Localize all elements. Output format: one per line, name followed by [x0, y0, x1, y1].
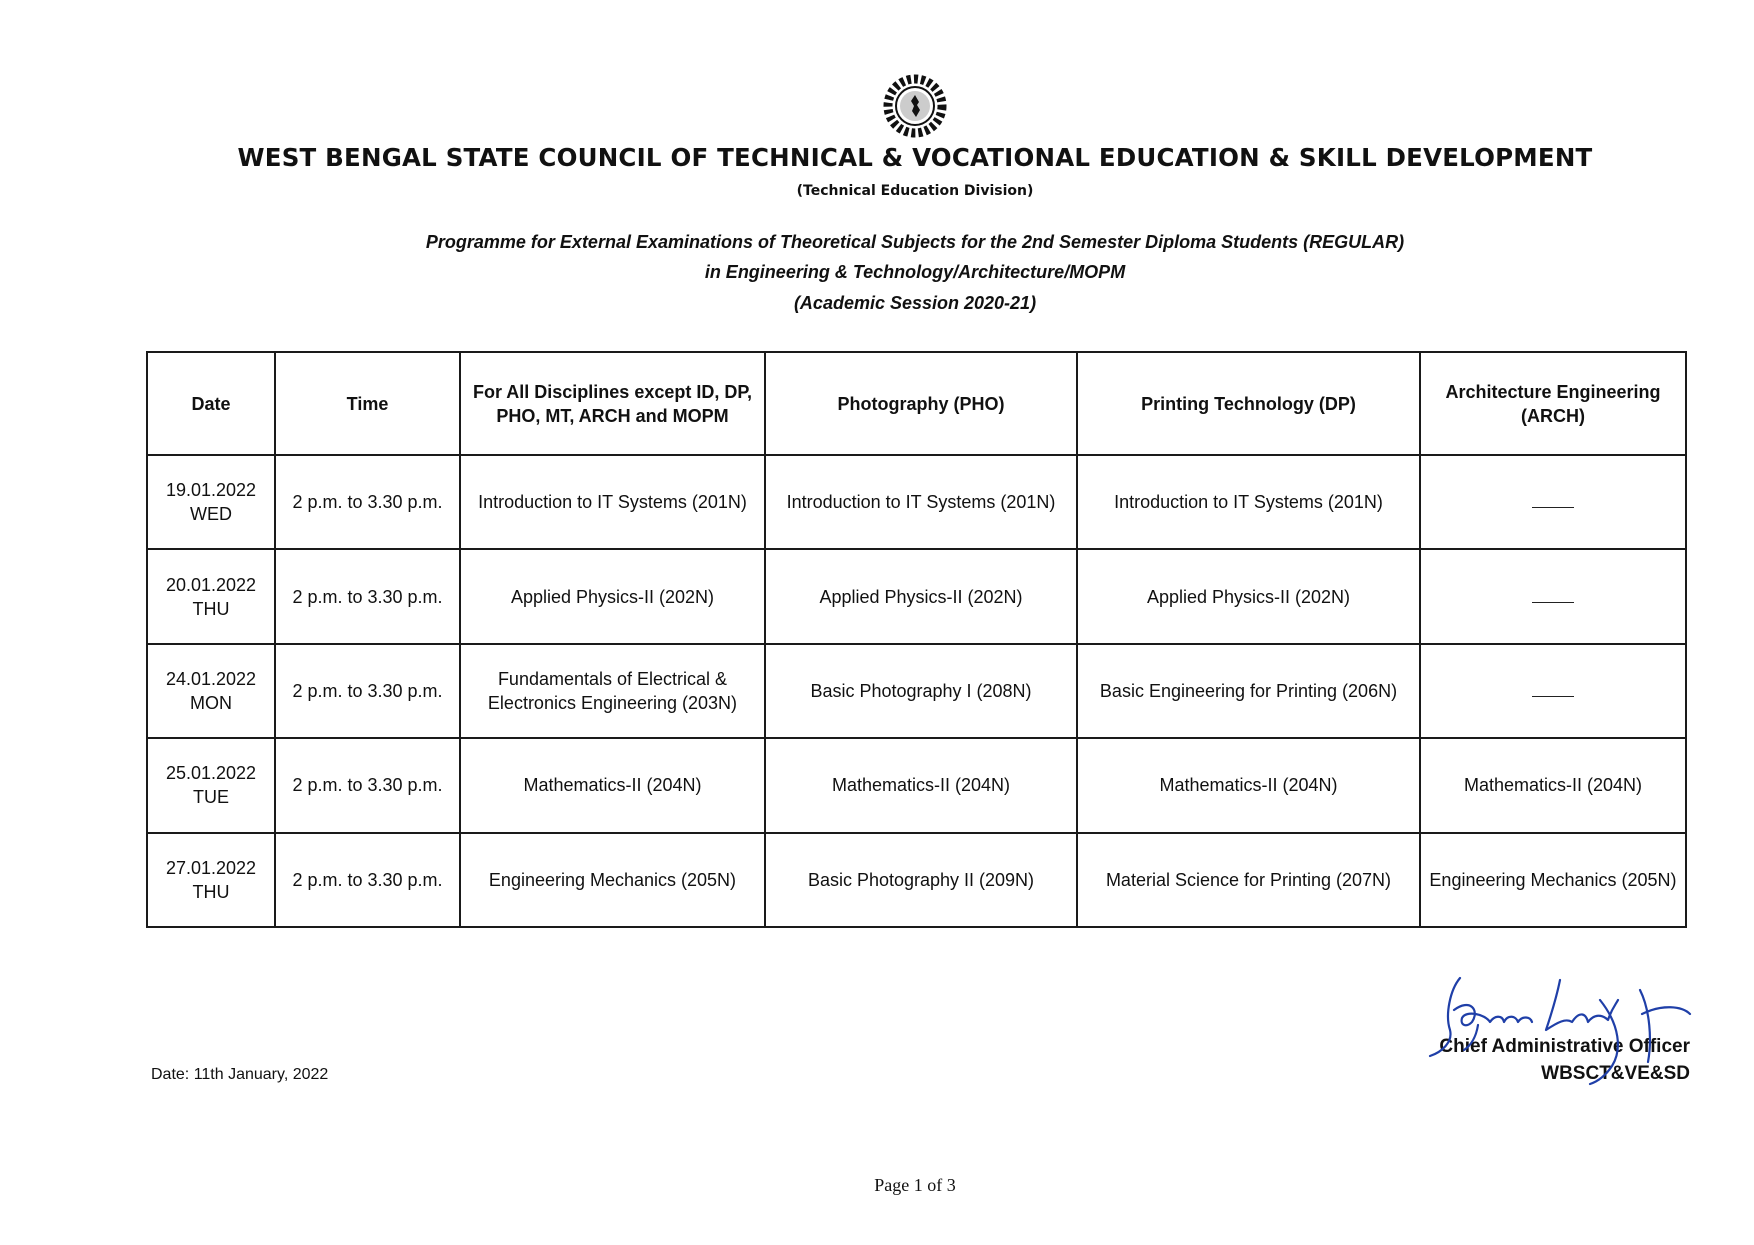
architecture-cell: [1420, 549, 1686, 643]
date-value: 20.01.2022: [165, 574, 257, 595]
table-row: [147, 455, 1686, 549]
printing-cell: Applied Physics-II (202N): [1077, 549, 1420, 643]
printing-cell: Basic Engineering for Printing (206N): [1077, 644, 1420, 738]
date-cell: [147, 738, 275, 832]
header-printing: Printing Technology (DP): [1077, 352, 1420, 455]
handwritten-signature-icon: [1390, 970, 1730, 1100]
programme-line-2: in Engineering & Technology/Architecture/MOPM: [704, 262, 1126, 282]
photography-cell: Introduction to IT Systems (201N): [765, 455, 1077, 549]
table-header-row: [147, 352, 1686, 455]
architecture-cell: [1420, 455, 1686, 549]
photography-cell: Basic Photography II (209N): [765, 833, 1077, 927]
all-disciplines-cell: Introduction to IT Systems (201N): [460, 455, 765, 549]
page-title: WEST BENGAL STATE COUNCIL OF TECHNICAL & VOCATIONAL EDUCATION & SKILL DEVELOPMENT: [237, 143, 1593, 172]
academic-session: (Academic Session 2020-21): [793, 293, 1037, 313]
page-number: Page 1 of 3: [874, 1175, 956, 1195]
time-cell: 2 p.m. to 3.30 p.m.: [275, 549, 460, 643]
date-value: 25.01.2022: [165, 763, 257, 784]
day-value: THU: [192, 598, 230, 619]
architecture-cell: Mathematics-II (204N): [1420, 738, 1686, 832]
signatory-org: WBSCT&VE&SD: [1541, 1063, 1690, 1084]
photography-cell: Mathematics-II (204N): [765, 738, 1077, 832]
programme-line-1: Programme for External Examinations of Theoretical Subjects for the 2nd Semester Diploma Students (REGULAR): [425, 232, 1405, 252]
day-value: MON: [190, 692, 232, 713]
day-value: THU: [192, 881, 230, 902]
date-cell: [147, 549, 275, 643]
table-row: [147, 738, 1686, 832]
header-architecture: Architecture Engineering (ARCH): [1420, 352, 1686, 455]
table-row: [147, 644, 1686, 738]
date-cell: [147, 833, 275, 927]
header-date: Date: [147, 352, 275, 455]
signatory-title: Chief Administrative Officer: [1439, 1036, 1690, 1057]
issue-date: Date: 11th January, 2022: [151, 1066, 329, 1083]
all-disciplines-cell: Mathematics-II (204N): [460, 738, 765, 832]
division-subtitle: (Technical Education Division): [796, 183, 1034, 199]
no-exam-dash: [1532, 507, 1574, 508]
photography-cell: Basic Photography I (208N): [765, 644, 1077, 738]
header-all-disciplines: For All Disciplines except ID, DP, PHO, MT, ARCH and MOPM: [460, 352, 765, 455]
architecture-cell: [1420, 644, 1686, 738]
table-row: [147, 549, 1686, 643]
printing-cell: Introduction to IT Systems (201N): [1077, 455, 1420, 549]
date-cell: [147, 455, 275, 549]
all-disciplines-cell: Fundamentals of Electrical & Electronics Engineering (203N): [460, 644, 765, 738]
date-value: 24.01.2022: [165, 668, 257, 689]
time-cell: 2 p.m. to 3.30 p.m.: [275, 833, 460, 927]
council-emblem-icon: [879, 70, 951, 142]
header-time: Time: [275, 352, 460, 455]
exam-schedule-table: [146, 351, 1687, 928]
architecture-cell: Engineering Mechanics (205N): [1420, 833, 1686, 927]
no-exam-dash: [1532, 696, 1574, 697]
printing-cell: Mathematics-II (204N): [1077, 738, 1420, 832]
header-photography: Photography (PHO): [765, 352, 1077, 455]
no-exam-dash: [1532, 602, 1574, 603]
time-cell: 2 p.m. to 3.30 p.m.: [275, 644, 460, 738]
time-cell: 2 p.m. to 3.30 p.m.: [275, 738, 460, 832]
date-value: 27.01.2022: [165, 857, 257, 878]
date-cell: [147, 644, 275, 738]
time-cell: 2 p.m. to 3.30 p.m.: [275, 455, 460, 549]
all-disciplines-cell: Applied Physics-II (202N): [460, 549, 765, 643]
all-disciplines-cell: Engineering Mechanics (205N): [460, 833, 765, 927]
printing-cell: Material Science for Printing (207N): [1077, 833, 1420, 927]
date-value: 19.01.2022: [165, 480, 257, 501]
day-value: WED: [190, 504, 232, 525]
day-value: TUE: [193, 787, 229, 808]
photography-cell: Applied Physics-II (202N): [765, 549, 1077, 643]
table-row: [147, 833, 1686, 927]
